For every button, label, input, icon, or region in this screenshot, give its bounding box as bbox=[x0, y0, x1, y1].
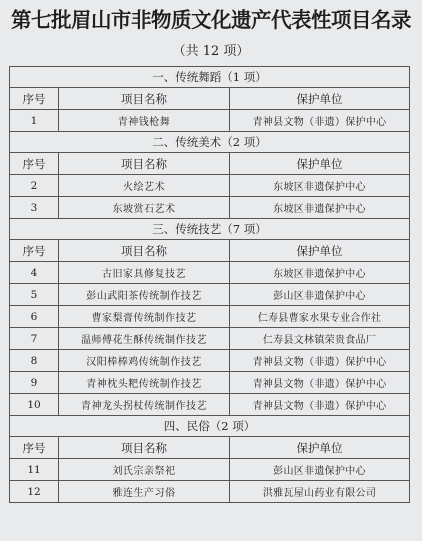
item-name: 青神钱枪舞 bbox=[59, 110, 230, 132]
table-row bbox=[10, 328, 410, 350]
item-number: 6 bbox=[10, 306, 59, 328]
item-unit: 青神县文物（非遗）保护中心 bbox=[230, 394, 410, 416]
table-row bbox=[10, 350, 410, 372]
table-row bbox=[10, 197, 410, 219]
item-name: 古旧家具修复技艺 bbox=[59, 262, 230, 284]
item-unit: 东坡区非遗保护中心 bbox=[230, 197, 410, 219]
header-unit: 保护单位 bbox=[230, 153, 410, 175]
item-count: （共 12 项） bbox=[172, 44, 250, 59]
item-name: 青神龙头拐杖传统制作技艺 bbox=[59, 394, 230, 416]
page-title: 第七批眉山市非物质文化遗产代表性项目名录 bbox=[11, 8, 411, 32]
section-row bbox=[10, 416, 410, 437]
header-row bbox=[10, 437, 410, 459]
header-unit: 保护单位 bbox=[230, 437, 410, 459]
item-name: 刘氏宗亲祭祀 bbox=[59, 459, 230, 481]
header-name: 项目名称 bbox=[59, 437, 230, 459]
heritage-list-table bbox=[9, 66, 410, 503]
item-unit: 仁寿县曹家水果专业合作社 bbox=[230, 306, 410, 328]
table-row bbox=[10, 459, 410, 481]
table-row bbox=[10, 372, 410, 394]
item-unit: 彭山区非遗保护中心 bbox=[230, 459, 410, 481]
item-number: 12 bbox=[10, 481, 59, 503]
header-seq: 序号 bbox=[10, 88, 59, 110]
table-row bbox=[10, 110, 410, 132]
item-name: 曹家梨膏传统制作技艺 bbox=[59, 306, 230, 328]
item-unit: 青神县文物（非遗）保护中心 bbox=[230, 110, 410, 132]
header-name: 项目名称 bbox=[59, 153, 230, 175]
item-number: 7 bbox=[10, 328, 59, 350]
item-unit: 仁寿县文林镇荣贵食品厂 bbox=[230, 328, 410, 350]
item-number: 8 bbox=[10, 350, 59, 372]
header-unit: 保护单位 bbox=[230, 88, 410, 110]
item-name: 火绘艺术 bbox=[59, 175, 230, 197]
item-name: 彭山武阳茶传统制作技艺 bbox=[59, 284, 230, 306]
item-number: 9 bbox=[10, 372, 59, 394]
item-unit: 青神县文物（非遗）保护中心 bbox=[230, 350, 410, 372]
item-unit: 彭山区非遗保护中心 bbox=[230, 284, 410, 306]
item-unit: 青神县文物（非遗）保护中心 bbox=[230, 372, 410, 394]
section-title: 四、民俗（2 项） bbox=[10, 416, 410, 437]
table-row bbox=[10, 306, 410, 328]
item-number: 3 bbox=[10, 197, 59, 219]
section-title: 二、传统美术（2 项） bbox=[10, 132, 410, 153]
header-seq: 序号 bbox=[10, 240, 59, 262]
item-number: 2 bbox=[10, 175, 59, 197]
table-row bbox=[10, 394, 410, 416]
table-row bbox=[10, 284, 410, 306]
item-unit: 洪雅瓦屋山药业有限公司 bbox=[230, 481, 410, 503]
header-seq: 序号 bbox=[10, 437, 59, 459]
section-row bbox=[10, 67, 410, 88]
item-number: 1 bbox=[10, 110, 59, 132]
item-name: 雅连生产习俗 bbox=[59, 481, 230, 503]
header-row bbox=[10, 88, 410, 110]
item-number: 5 bbox=[10, 284, 59, 306]
section-row bbox=[10, 132, 410, 153]
section-title: 三、传统技艺（7 项） bbox=[10, 219, 410, 240]
section-row bbox=[10, 219, 410, 240]
table-row bbox=[10, 175, 410, 197]
header-row bbox=[10, 240, 410, 262]
header-name: 项目名称 bbox=[59, 240, 230, 262]
header-name: 项目名称 bbox=[59, 88, 230, 110]
section-title: 一、传统舞蹈（1 项） bbox=[10, 67, 410, 88]
item-unit: 东坡区非遗保护中心 bbox=[230, 262, 410, 284]
table-body bbox=[10, 67, 410, 503]
table-row bbox=[10, 262, 410, 284]
table-row bbox=[10, 481, 410, 503]
header-row bbox=[10, 153, 410, 175]
item-unit: 东坡区非遗保护中心 bbox=[230, 175, 410, 197]
item-number: 10 bbox=[10, 394, 59, 416]
item-name: 温师傅花生酥传统制作技艺 bbox=[59, 328, 230, 350]
item-name: 东坡赏石艺术 bbox=[59, 197, 230, 219]
item-name: 青神枕头粑传统制作技艺 bbox=[59, 372, 230, 394]
header-seq: 序号 bbox=[10, 153, 59, 175]
item-number: 11 bbox=[10, 459, 59, 481]
item-name: 汉阳棒棒鸡传统制作技艺 bbox=[59, 350, 230, 372]
header-unit: 保护单位 bbox=[230, 240, 410, 262]
item-number: 4 bbox=[10, 262, 59, 284]
